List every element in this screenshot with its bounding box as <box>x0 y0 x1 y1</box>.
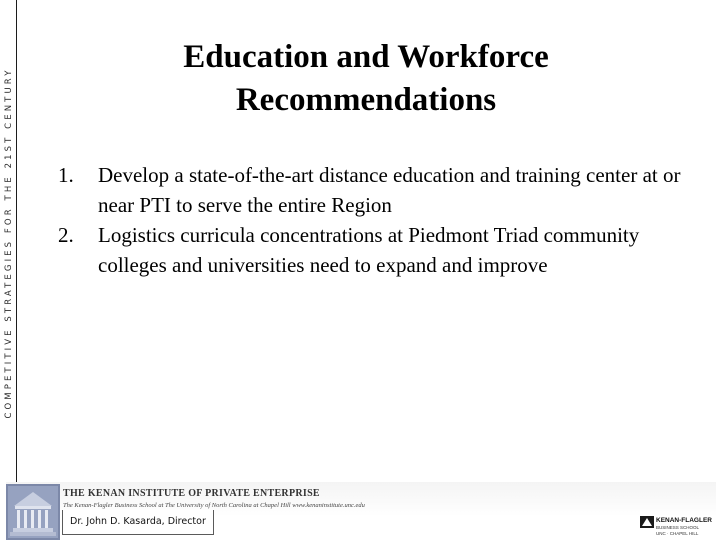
title-line-1: Education and Workforce <box>183 39 549 75</box>
list-item <box>58 160 698 220</box>
director-box <box>62 510 214 535</box>
item-text: Develop a state-of-the-art distance education and training center at or near PTI to serve the entire Region <box>98 163 681 217</box>
item-number: 2. <box>58 223 74 247</box>
footer <box>0 482 720 540</box>
institute-tagline: The Kenan-Flagler Business School at The University of North Carolina at Chapel Hill www.kenaninstitute.unc.edu <box>63 502 365 509</box>
title-line-2: Recommendations <box>235 82 497 118</box>
logo-line-3: UNC · CHAPEL HILL <box>656 531 699 536</box>
side-banner-text: COMPETITIVE STRATEGIES FOR THE 21ST CENTURY <box>4 67 14 419</box>
list-item <box>58 220 698 280</box>
institute-building-logo <box>6 484 60 540</box>
institute-name: THE KENAN INSTITUTE OF PRIVATE ENTERPRISE <box>63 488 320 499</box>
item-text: Logistics curricula concentrations at Piedmont Triad community colleges and universities need to expand and improve <box>98 223 640 277</box>
logo-line-2: BUSINESS SCHOOL <box>656 525 700 530</box>
director-name: Dr. John D. Kasarda, Director <box>70 516 206 527</box>
slide-title <box>60 36 672 122</box>
kenan-flagler-logo <box>640 514 712 538</box>
item-number: 1. <box>58 163 74 187</box>
recommendation-list <box>58 160 698 280</box>
logo-line-1: KENAN-FLAGLER <box>656 517 712 524</box>
side-divider <box>16 0 17 488</box>
